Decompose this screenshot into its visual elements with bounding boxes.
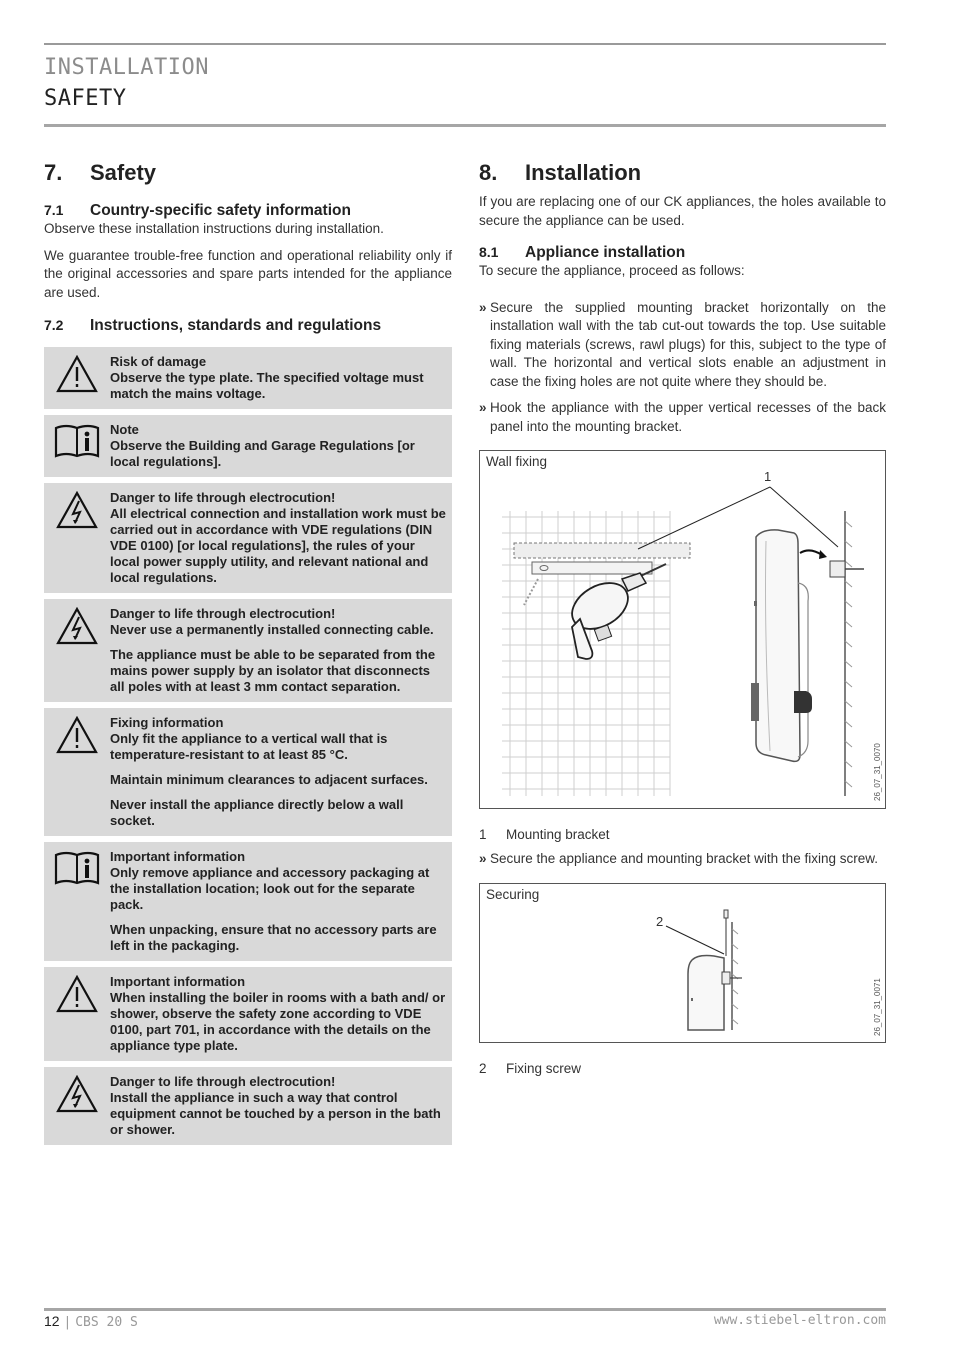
warning-text: Observe the type plate. The specified voltage must match the mains voltage. [110,370,424,401]
note-text: Only remove appliance and accessory packaging at the installation location; look out for the separate pack. [110,865,430,912]
figure-code: 26_07_31_0070 [873,743,882,801]
info-book-icon [44,422,110,470]
warning-triangle-icon [44,715,110,829]
header-section: SAFETY [44,86,127,111]
footer-rule [44,1308,886,1311]
warning-text: Only fit the appliance to a vertical wall that is temperature-resistant to at least 85 °C. [110,731,388,762]
footer-page-info: 12 | CBS 20 S [44,1313,138,1330]
instruction-step: » Secure the appliance and mounting bracket with the fixing screw. [479,851,878,866]
note-box [44,842,452,961]
figure-title: Wall fixing [486,454,548,469]
danger-text: All electrical connection and installation work must be carried out in accordance with VDE regulations (DIN VDE 0100) [or local regulations], the rules of your local power supply utility, and relevant national and local regulations. [110,506,446,585]
info-book-icon [44,849,110,954]
note-title: Note [110,422,139,437]
warning-box [44,967,452,1061]
danger-text: Install the appliance in such a way that control equipment cannot be touched by a person in the bath or shower. [110,1090,441,1137]
wall-fixing-figure [479,450,886,809]
paragraph: If you are replacing one of our CK appliances, the holes available to secure the appliance can be used. [479,194,886,228]
securing-illustration [480,884,885,1042]
warning-box [44,347,452,409]
danger-box [44,483,452,593]
warning-title: Risk of damage [110,354,207,369]
instruction-step: » Secure the supplied mounting bracket horizontally on the installation wall with the tab cut-out towards the top. Use suitable fixing materials (screws, rawl plugs) for this, subject to the type of wall. The horizontal and vertical slots enable an adjustment in case the fixing holes are not quite where they should be. [479,299,886,389]
electric-hazard-icon [44,606,110,695]
section-8-1-heading: 8.1 Appliance installation [479,244,686,261]
left-column [44,160,452,1151]
wall-fixing-illustration [480,451,885,808]
danger-title: Danger to life through electrocution! [110,606,336,621]
section-7-1-heading: 7.1 Country-specific safety information [44,202,351,219]
section-7-heading: 7. Safety [44,160,157,185]
securing-figure [479,883,886,1043]
right-column [479,160,886,1076]
warning-text: When installing the boiler in rooms with a bath and/ or shower, observe the safety zone according to VDE 0100, part 701, in accordance with the details on the appliance type plate. [110,990,446,1053]
callout-label: 1 [764,469,772,484]
danger-title: Danger to life through electrocution! [110,1074,336,1089]
note-title: Important information [110,849,246,864]
note-text: When unpacking, ensure that no accessory parts are left in the packaging. [110,922,437,953]
figure-code: 26_07_31_0071 [873,977,882,1036]
paragraph: To secure the appliance, proceed as follows: [479,263,745,278]
warning-triangle-icon [44,354,110,402]
danger-box [44,599,452,702]
page-number: 12 [44,1313,60,1329]
warning-title: Important information [110,974,246,989]
footer-url: www.stiebel-eltron.com [713,1313,886,1328]
section-8-heading: 8. Installation [479,160,642,185]
header-top-rule [44,43,886,45]
danger-title: Danger to life through electrocution! [110,490,336,505]
callout-label: 2 [656,913,664,929]
paragraph: Observe these installation instructions during installation. [44,221,384,236]
header-chapter: INSTALLATION [44,55,209,80]
warning-text: Never install the appliance directly below a wall socket. [110,797,404,828]
section-7-2-heading: 7.2 Instructions, standards and regulations [44,317,382,334]
figure-legend: 2 Fixing screw [479,1060,582,1076]
danger-text: Never use a permanently installed connecting cable. [110,622,434,637]
note-text: Observe the Building and Garage Regulations [or local regulations]. [110,438,415,469]
warning-title: Fixing information [110,715,224,730]
note-box [44,415,452,477]
danger-text: The appliance must be able to be separated from the mains power supply by an isolator that disconnects all poles with at least 3 mm contact separation. [110,647,436,694]
model-name: CBS 20 S [75,1315,138,1330]
paragraph: We guarantee trouble-free function and operational reliability only if the original accessories and spare parts intended for the appliance are used. [44,247,452,300]
figure-title: Securing [486,886,540,902]
electric-hazard-icon [44,1074,110,1138]
danger-box [44,1067,452,1145]
figure-legend: 1 Mounting bracket [479,827,610,842]
header-bottom-rule [44,124,886,127]
warning-text: Maintain minimum clearances to adjacent surfaces. [110,772,428,787]
warning-box [44,708,452,836]
instruction-step: » Hook the appliance with the upper vertical recesses of the back panel into the mounting bracket. [479,400,886,434]
electric-hazard-icon [44,490,110,586]
warning-triangle-icon [44,974,110,1054]
